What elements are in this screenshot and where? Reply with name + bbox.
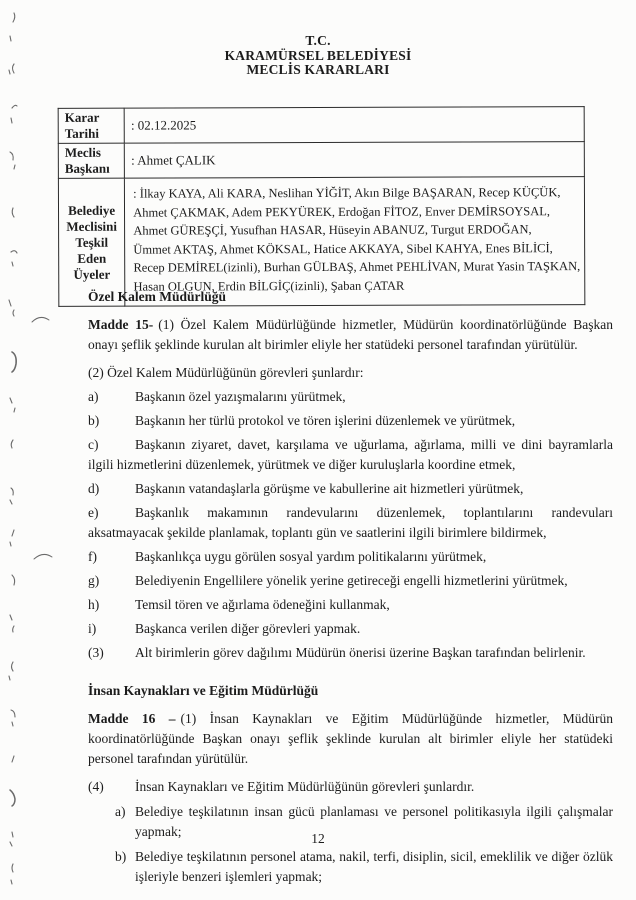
duty-item-text: Temsil tören ve ağırlama ödeneğini kullanmak, xyxy=(135,597,390,612)
info-table-row xyxy=(58,107,584,144)
duty-item-text: Belediyenin Engellilere yönelik yerine getireceği engelli hizmetlerini yürütmek, xyxy=(135,573,568,588)
duty-item-text: Belediye teşkilatının insan gücü planlaması ve personel politikasıyla ilgili çalışmalar yapmak; xyxy=(135,804,613,839)
info-row-value: : Ahmet ÇALIK xyxy=(124,142,584,179)
duty-item xyxy=(88,387,613,407)
clause-2: (2) Özel Kalem Müdürlüğünün görevleri şunlardır: xyxy=(88,365,364,380)
duty-item-label: g) xyxy=(88,573,100,588)
duty-item-label: a) xyxy=(88,389,99,404)
duty-item-label: a) xyxy=(115,804,126,819)
header-doc-type: MECLİS KARARLARI xyxy=(246,62,390,77)
duty-item xyxy=(88,847,613,887)
duty-item-text: Başkanın özel yazışmalarını yürütmek, xyxy=(135,389,346,404)
madde-15-paragraph xyxy=(88,315,613,355)
duty-item-label: d) xyxy=(88,481,100,496)
duty-item-label: e) xyxy=(88,505,99,520)
header-municipality-title: KARAMÜRSEL BELEDİYESİ xyxy=(224,47,412,63)
header-tc: T.C. xyxy=(305,33,331,48)
members-label-line: Üyeler xyxy=(73,266,111,282)
section-heading: İnsan Kaynakları ve Eğitim Müdürlüğü xyxy=(88,683,319,698)
duty-item-label: f) xyxy=(88,549,97,564)
duty-item xyxy=(88,595,613,615)
clause-4-text: İnsan Kaynakları ve Eğitim Müdürlüğünün görevleri şunlardır. xyxy=(135,779,475,794)
members-list-line: : İlkay KAYA, Ali KARA, Neslihan YİĞİT, Akın Bilge BAŞARAN, Recep KÜÇÜK, xyxy=(133,185,561,201)
duty-item-text: Başkanın her türlü protokol ve tören işlerini düzenlemek ve yürütmek, xyxy=(135,413,516,428)
info-table-rows xyxy=(58,107,584,179)
duty-item xyxy=(88,547,613,567)
clause-4 xyxy=(88,777,613,797)
info-table-row xyxy=(58,142,584,179)
duty-item xyxy=(88,411,613,431)
document-header xyxy=(0,34,636,78)
info-row-label: Karar Tarihi xyxy=(58,108,124,143)
duty-item-label: c) xyxy=(88,437,99,452)
duty-item-text: Belediye teşkilatının personel atama, nakil, terfi, disiplin, sicil, emeklilik ve diğer özlük işleriyle benzeri işlemleri yapmak; xyxy=(135,849,613,884)
members-list-line: Recep DEMİREL(izinli), Burhan GÜLBAŞ, Ahmet PEHLİVAN, Murat Yasin TAŞKAN, xyxy=(133,259,581,275)
section-heading: Özel Kalem Müdürlüğü xyxy=(88,289,226,304)
section-ozel-kalem xyxy=(88,287,613,663)
info-table xyxy=(58,106,586,307)
duty-item-label: h) xyxy=(88,597,100,612)
madde-16-text: (1) İnsan Kaynakları ve Eğitim Müdürlüğünde hizmetler, Müdürün koordinatörlüğünde Başkan onayı şeflik şeklinde kurulan alt birimler eliyle her statüdeki personel tarafından yürütülür. xyxy=(88,711,613,766)
members-list-line: Hasan OLGUN, Erdin BİLGİÇ(izinli), Şaban ÇATAR xyxy=(133,278,405,294)
duty-item xyxy=(88,643,613,663)
members-label-line: Teşkil Eden xyxy=(75,234,109,266)
duty-item xyxy=(88,503,613,543)
duty-item-label: (3) xyxy=(88,645,104,660)
duty-item-text: Başkanlık makamının randevularını düzenlemek, toplantılarını randevuları aksatmayacak şekilde planlamak, toplantı gün ve saatlerini ilgili birimlere bildirmek, xyxy=(88,505,613,540)
duty-item xyxy=(88,571,613,591)
duties-list-ozel-kalem xyxy=(88,387,613,663)
madde-16-paragraph xyxy=(88,709,613,769)
info-row-label: Meclis Başkanı xyxy=(58,143,124,178)
duty-item-text: Başkanca verilen diğer görevleri yapmak. xyxy=(135,621,361,636)
duty-item-label: i) xyxy=(88,621,97,636)
info-row-value: : 02.12.2025 xyxy=(124,107,584,144)
duty-item-text: Başkanlıkça uygu görülen sosyal yardım politikalarını yürütmek, xyxy=(135,549,487,564)
members-label-line: Meclisini xyxy=(66,218,117,234)
duty-item xyxy=(88,479,613,499)
document-body xyxy=(88,283,613,887)
clause-4-label: (4) xyxy=(88,779,104,794)
duty-item-label: b) xyxy=(115,849,127,864)
madde-15-label: Madde 15- xyxy=(88,317,154,332)
members-list-line: Ahmet ÇAKMAK, Adem PEKYÜREK, Erdoğan FİTOZ, Enver DEMİRSOYSAL, xyxy=(133,203,551,220)
madde-15-text: (1) Özel Kalem Müdürlüğünde hizmetler, Müdürün koordinatörlüğünde Başkan onayı şeflik şeklinde kurulan alt birimler eliyle her statüdeki personel tarafından yürütülür. xyxy=(88,317,613,352)
section-insan-kaynaklari xyxy=(88,681,613,887)
page-number: 12 xyxy=(311,831,325,846)
duty-item-text: Başkanın vatandaşlarla görüşme ve kabullerine ait hizmetleri yürütmek, xyxy=(135,481,524,496)
duty-item-label: b) xyxy=(88,413,100,428)
members-list-line: Ahmet GÜREŞÇİ, Yusufhan HASAR, Hüseyin ABANUZ, Turgut ERDOĞAN, xyxy=(133,222,532,238)
duty-item-text: Başkanın ziyaret, davet, karşılama ve uğurlama, ağırlama, milli ve dini bayramlarla ilgili hizmetlerini düzenlemek, yürütmek ve diğer kuruluşlarla koordine etmek, xyxy=(88,437,613,472)
madde-16-label: Madde 16 – xyxy=(88,711,176,726)
duty-item-text: Alt birimlerin görev dağılımı Müdürün önerisi üzerine Başkan tarafından belirlenir. xyxy=(135,645,586,660)
members-list-line: Ümmet AKTAŞ, Ahmet KÖKSAL, Hatice AKKAYA, Sibel KAHYA, Enes BİLİCİ, xyxy=(133,240,553,257)
duty-item xyxy=(88,435,613,475)
members-label-line: Belediye xyxy=(68,202,116,218)
duty-item xyxy=(88,619,613,639)
